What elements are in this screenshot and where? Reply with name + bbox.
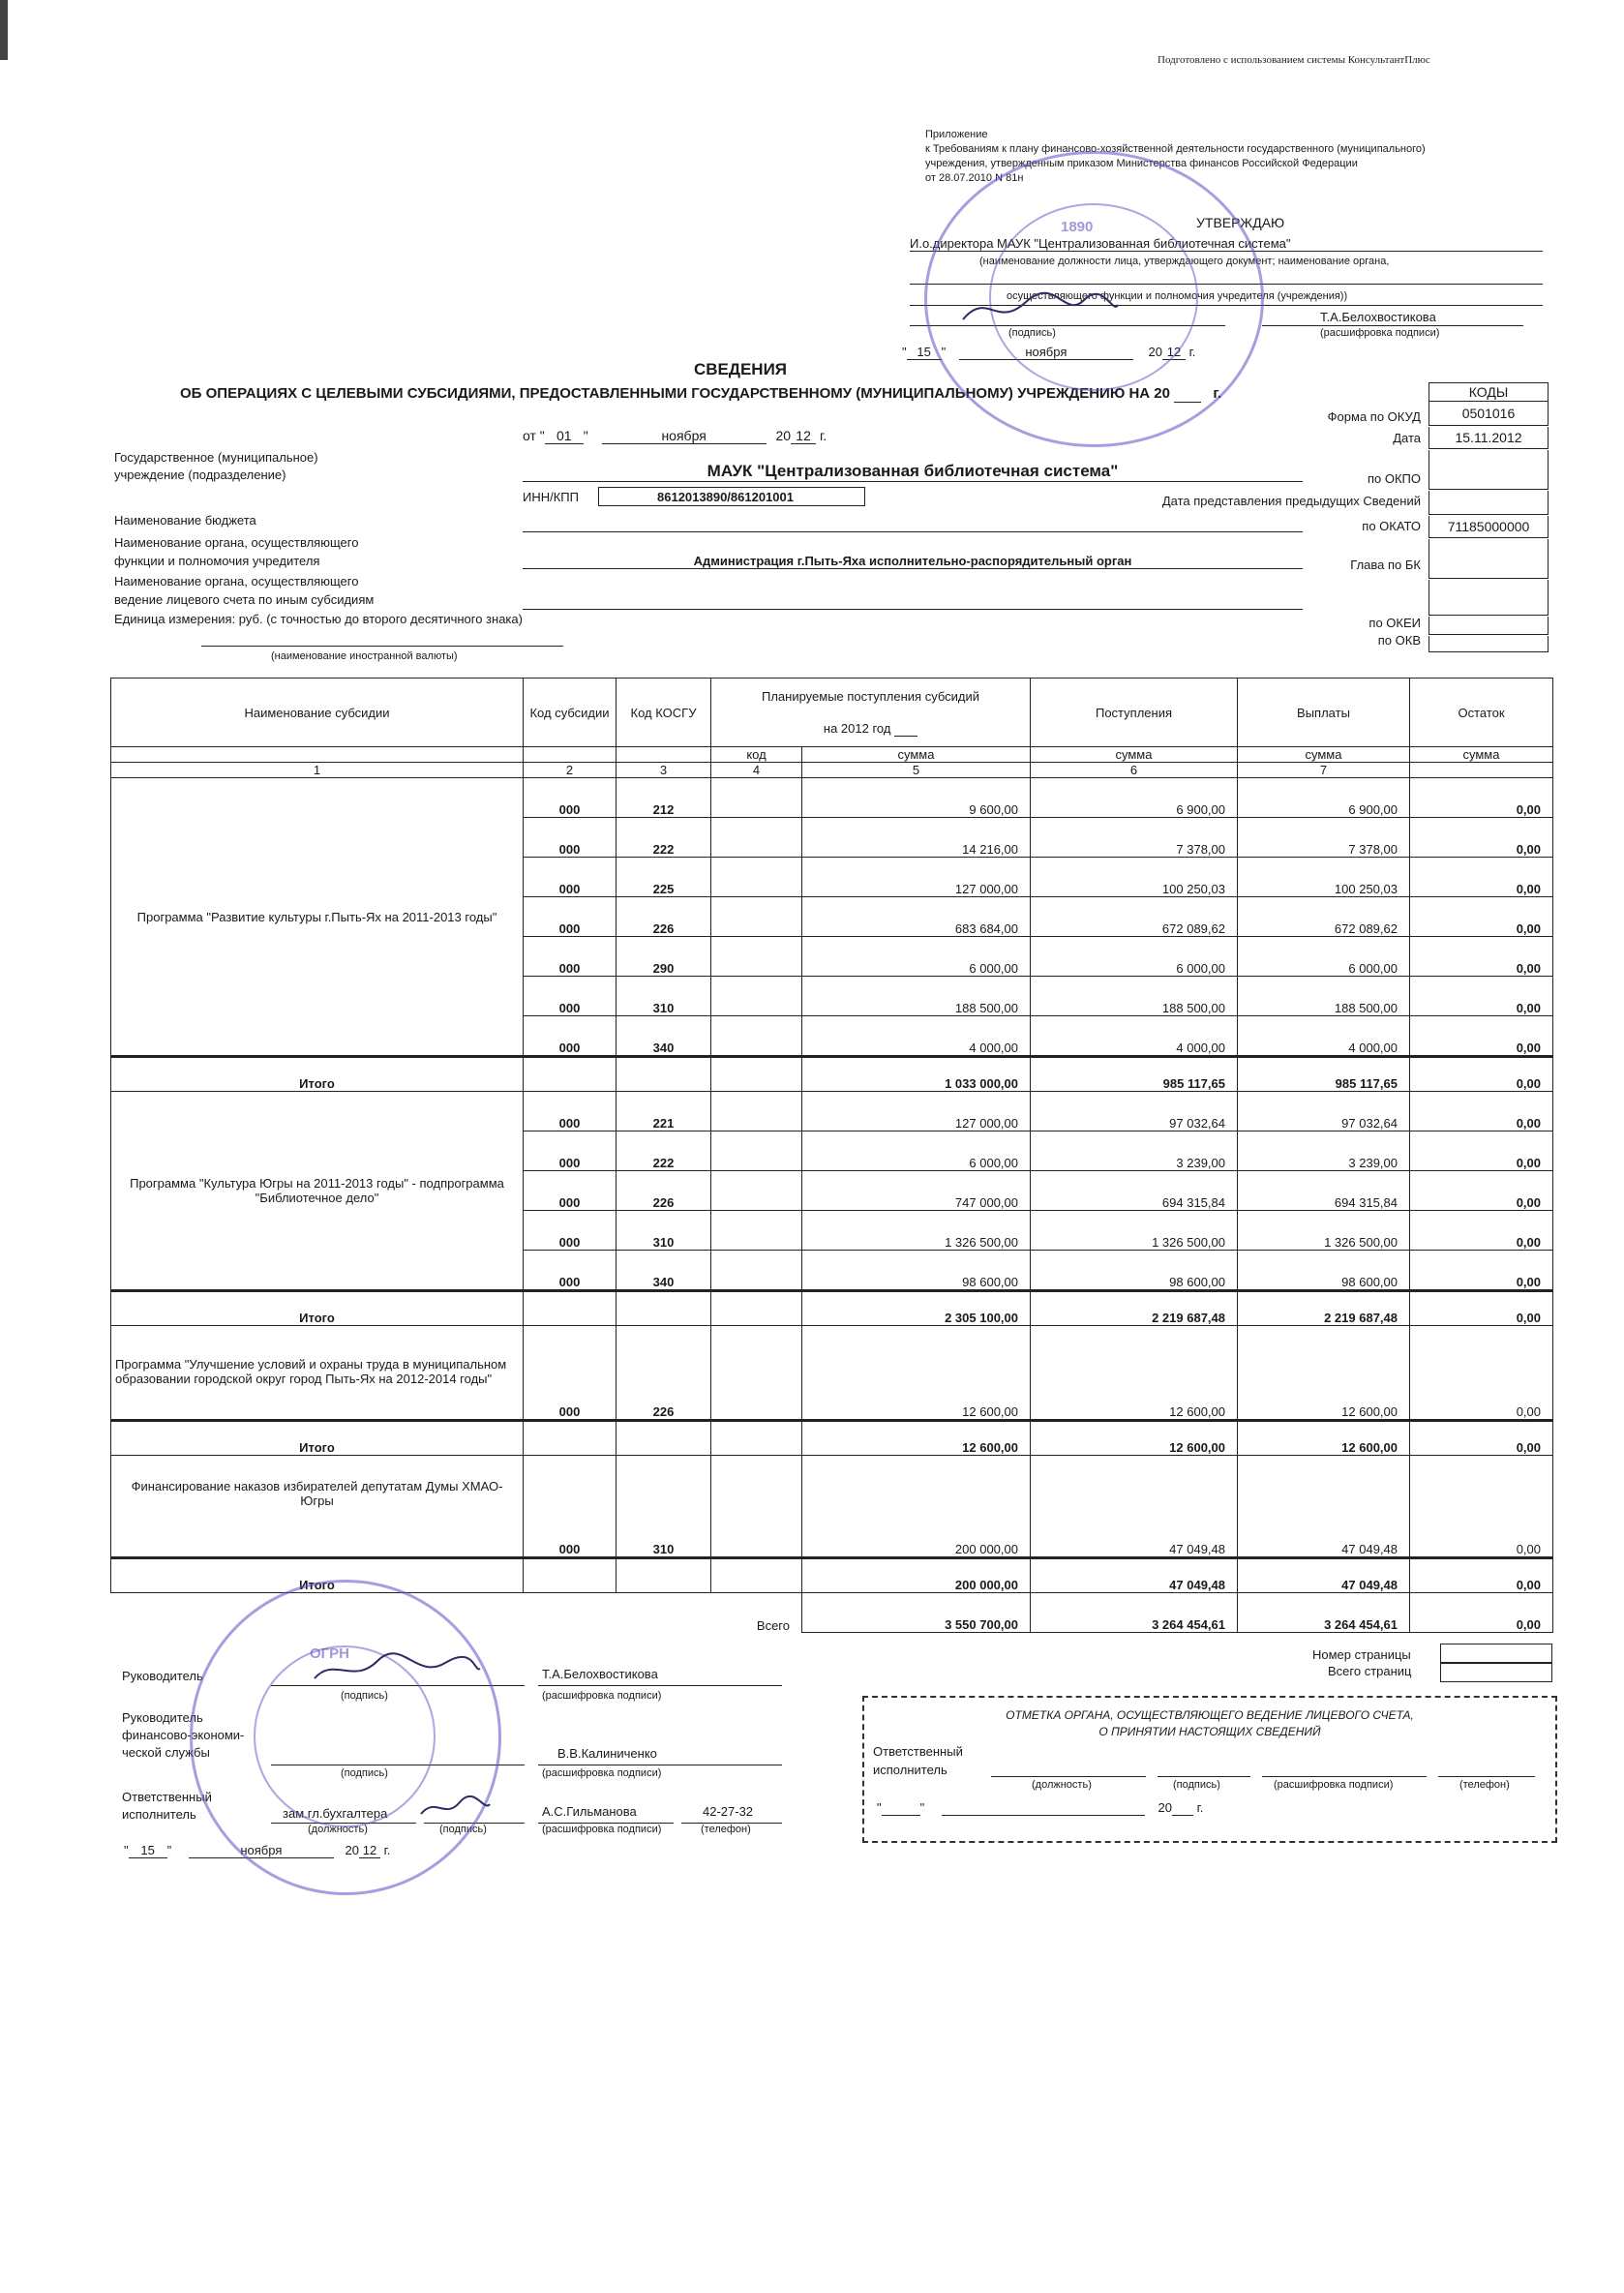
page-number-label: Номер страницы [1312, 1647, 1411, 1662]
total-empty [711, 1291, 802, 1326]
report-year: 12 [791, 428, 816, 444]
colnum: 3 [617, 763, 711, 778]
total-empty [524, 1291, 617, 1326]
fin-name-line [538, 1764, 782, 1765]
date-value: 15.11.2012 [1429, 427, 1549, 449]
subsidy-name: Программа "Улучшение условий и охраны труда в муниципальном образовании городской округ город Пыть-Ях на 2012-2014 годы" [111, 1326, 524, 1421]
table-row [111, 1092, 1553, 1131]
founder-label-line2: функции и полномочия учредителя [114, 554, 320, 568]
balance-sum: 0,00 [1410, 1326, 1553, 1421]
okpo-value [1429, 450, 1549, 490]
code-kosgu: 221 [617, 1092, 711, 1131]
mark-phone-line [1438, 1775, 1535, 1777]
prev-date-label: Дата представления предыдущих Сведений [1161, 494, 1421, 508]
report-g: г. [819, 428, 827, 443]
subhead-kod: код [711, 747, 802, 763]
mark-exec-label [873, 1742, 963, 1779]
receipts-sum: 47 049,48 [1031, 1456, 1238, 1558]
balance-sum: 0,00 [1410, 1211, 1553, 1251]
planned-code [711, 1171, 802, 1211]
table-row [111, 778, 1553, 818]
account-label [114, 572, 374, 609]
payments-sum: 98 600,00 [1238, 1251, 1410, 1291]
code-subsidy: 000 [524, 1171, 617, 1211]
code-subsidy: 000 [524, 858, 617, 897]
total-label: Итого [111, 1291, 524, 1326]
payments-sum: 694 315,84 [1238, 1171, 1410, 1211]
exec-phone-hint: (телефон) [701, 1824, 751, 1835]
report-month: ноября [602, 428, 767, 444]
total-empty [524, 1421, 617, 1456]
code-subsidy: 000 [524, 1092, 617, 1131]
code-subsidy: 000 [524, 778, 617, 818]
scan-edge-mark [0, 0, 8, 60]
report-day: 01 [545, 428, 584, 444]
payments-sum: 188 500,00 [1238, 977, 1410, 1016]
head-code-sub: Код субсидии [524, 679, 617, 747]
code-kosgu: 310 [617, 977, 711, 1016]
okei-label: по ОКЕИ [1368, 616, 1421, 630]
mark-date: " " 20 г. [877, 1800, 1204, 1815]
subhead-summa: сумма [802, 747, 1031, 763]
planned-code [711, 977, 802, 1016]
account-label-line2: ведение лицевого счета по иным субсидиям [114, 592, 375, 607]
institution-label [114, 449, 318, 484]
colnum: 6 [1031, 763, 1238, 778]
report-year-prefix: 20 [775, 428, 792, 443]
bk-value [1429, 539, 1549, 579]
balance-sum: 0,00 [1410, 1251, 1553, 1291]
planned-sum: 12 600,00 [802, 1326, 1031, 1421]
code-subsidy: 000 [524, 1456, 617, 1558]
appendix-line: от 28.07.2010 N 81н [925, 172, 1024, 184]
balance-sum: 0,00 [1410, 977, 1553, 1016]
code-kosgu: 225 [617, 858, 711, 897]
total-empty [524, 1057, 617, 1092]
prev-date-value [1429, 491, 1549, 515]
institution-name: МАУК "Централизованная библиотечная система" [523, 462, 1303, 482]
receipts-sum: 97 032,64 [1031, 1092, 1238, 1131]
balance-sum: 0,00 [1410, 858, 1553, 897]
planned-sum: 127 000,00 [802, 858, 1031, 897]
fin-sign-hint: (подпись) [341, 1767, 388, 1779]
exec-phone: 42-27-32 [703, 1804, 754, 1819]
planned-code [711, 1456, 802, 1558]
head-name: Наименование субсидии [111, 679, 524, 747]
payments-sum: 97 032,64 [1238, 1092, 1410, 1131]
code-kosgu: 290 [617, 937, 711, 977]
total-receipts: 985 117,65 [1031, 1057, 1238, 1092]
payments-sum: 7 378,00 [1238, 818, 1410, 858]
approver-name: Т.А.Белохвостикова [1320, 310, 1436, 324]
total-label: Итого [111, 1421, 524, 1456]
okpo-label: по ОКПО [1367, 471, 1421, 486]
code-kosgu: 226 [617, 1326, 711, 1421]
page-total-label: Всего страниц [1328, 1664, 1412, 1678]
planned-code [711, 778, 802, 818]
mark-name-hint: (расшифровка подписи) [1274, 1779, 1394, 1791]
head-balance: Остаток [1410, 679, 1553, 747]
total-planned: 2 305 100,00 [802, 1291, 1031, 1326]
receipts-sum: 3 239,00 [1031, 1131, 1238, 1171]
planned-sum: 188 500,00 [802, 977, 1031, 1016]
receipts-sum: 100 250,03 [1031, 858, 1238, 897]
code-subsidy: 000 [524, 1251, 617, 1291]
planned-sum: 14 216,00 [802, 818, 1031, 858]
table-body [111, 778, 1553, 1633]
table-row [111, 1456, 1553, 1558]
payments-sum: 1 326 500,00 [1238, 1211, 1410, 1251]
receipts-sum: 12 600,00 [1031, 1326, 1238, 1421]
balance-sum: 0,00 [1410, 778, 1553, 818]
footer-month: ноября [189, 1843, 334, 1858]
subsidy-name: Финансирование наказов избирателей депутатам Думы ХМАО-Югры [111, 1456, 524, 1558]
exec-position: зам.гл.бухгалтера [283, 1806, 388, 1821]
head-signature [310, 1651, 484, 1690]
head-planned-title: Планируемые поступления субсидий [761, 688, 980, 704]
okud-label: Форма по ОКУД [1327, 409, 1421, 424]
mark-sign-hint: (подпись) [1173, 1779, 1220, 1791]
receipts-sum: 672 089,62 [1031, 897, 1238, 937]
code-kosgu: 212 [617, 778, 711, 818]
head-payments: Выплаты [1238, 679, 1410, 747]
unit-label: Единица измерения: руб. (с точностью до второго десятичного знака) [114, 612, 523, 626]
head-planned-year-text: на 2012 год [823, 720, 891, 736]
total-receipts: 12 600,00 [1031, 1421, 1238, 1456]
planned-sum: 747 000,00 [802, 1171, 1031, 1211]
top-stamp-number: 1890 [1061, 219, 1094, 235]
okei-value [1429, 617, 1549, 635]
planned-code [711, 1251, 802, 1291]
head-sign-hint: (подпись) [341, 1690, 388, 1702]
total-label: Итого [111, 1057, 524, 1092]
receipts-sum: 7 378,00 [1031, 818, 1238, 858]
code-kosgu: 340 [617, 1251, 711, 1291]
page-total-box [1440, 1663, 1552, 1682]
head-name-line [538, 1684, 782, 1686]
date-label: Дата [1393, 431, 1421, 445]
approver-signature [958, 290, 1123, 329]
total-empty [711, 1057, 802, 1092]
codes-header: КОДЫ [1429, 382, 1549, 402]
total-receipts: 2 219 687,48 [1031, 1291, 1238, 1326]
total-row [111, 1421, 1553, 1456]
mark-exec-line2: исполнитель [873, 1763, 947, 1777]
report-date-quote: " [583, 428, 588, 443]
fin-label-line2: финансово-экономи- [122, 1728, 245, 1742]
founder-name: Администрация г.Пыть-Яха исполнительно-распорядительный орган [523, 554, 1303, 569]
budget-line [523, 530, 1303, 532]
receipts-sum: 98 600,00 [1031, 1251, 1238, 1291]
payments-sum: 100 250,03 [1238, 858, 1410, 897]
balance-sum: 0,00 [1410, 1016, 1553, 1057]
subhead-summa: сумма [1031, 747, 1238, 763]
fin-name: В.В.Калиниченко [557, 1746, 657, 1761]
appendix-line: учреждения, утвержденным приказом Министерства финансов Российской Федерации [925, 158, 1358, 169]
grand-planned: 3 550 700,00 [802, 1593, 1031, 1633]
mark-name-line [1262, 1775, 1427, 1777]
subsidy-name: Программа "Развитие культуры г.Пыть-Ях на 2011-2013 годы" [111, 778, 524, 1057]
payments-sum: 3 239,00 [1238, 1131, 1410, 1171]
total-label: Итого [111, 1558, 524, 1593]
code-subsidy: 000 [524, 818, 617, 858]
approve-month: ноября [959, 345, 1133, 360]
total-planned: 1 033 000,00 [802, 1057, 1031, 1092]
table-row [111, 1326, 1553, 1421]
total-balance: 0,00 [1410, 1291, 1553, 1326]
balance-sum: 0,00 [1410, 1092, 1553, 1131]
payments-sum: 47 049,48 [1238, 1456, 1410, 1558]
doc-subtitle-g: г. [1213, 385, 1222, 402]
code-subsidy: 000 [524, 1211, 617, 1251]
account-label-line1: Наименование органа, осуществляющего [114, 574, 359, 588]
footer-year: 12 [359, 1843, 380, 1858]
mark-phone-hint: (телефон) [1459, 1779, 1510, 1791]
fin-label-line3: ческой службы [122, 1745, 210, 1760]
approve-year: 12 [1162, 345, 1186, 360]
account-line [523, 608, 1303, 610]
code-kosgu: 340 [617, 1016, 711, 1057]
subhead-summa: сумма [1410, 747, 1553, 763]
balance-sum: 0,00 [1410, 937, 1553, 977]
mark-pos-hint: (должность) [1032, 1779, 1092, 1791]
total-empty [617, 1291, 711, 1326]
okud-value: 0501016 [1429, 402, 1549, 426]
head-receipts: Поступления [1031, 679, 1238, 747]
mark-exec-line1: Ответственный [873, 1744, 963, 1759]
approver-position: И.о.директора МАУК "Централизованная библиотечная система" [910, 236, 1543, 252]
consultant-note: Подготовлено с использованием системы КонсультантПлюс [1158, 54, 1430, 66]
exec-label [122, 1789, 212, 1824]
grand-total-label: Всего [111, 1593, 802, 1633]
balance-sum: 0,00 [1410, 1456, 1553, 1558]
total-empty [617, 1421, 711, 1456]
footer-year-prefix: 20 [345, 1843, 359, 1857]
code-kosgu: 226 [617, 897, 711, 937]
code-kosgu: 222 [617, 1131, 711, 1171]
approve-g: г. [1188, 345, 1196, 359]
bk-label: Глава по БК [1350, 558, 1421, 572]
approve-year-prefix: 20 [1148, 345, 1162, 359]
total-payments: 2 219 687,48 [1238, 1291, 1410, 1326]
planned-sum: 1 326 500,00 [802, 1211, 1031, 1251]
total-receipts: 47 049,48 [1031, 1558, 1238, 1593]
bk-value-2 [1429, 580, 1549, 616]
code-kosgu: 226 [617, 1171, 711, 1211]
total-row [111, 1291, 1553, 1326]
planned-code [711, 858, 802, 897]
total-row [111, 1057, 1553, 1092]
total-balance: 0,00 [1410, 1057, 1553, 1092]
institution-label-line1: Государственное (муниципальное) [114, 450, 318, 465]
head-planned-year [715, 721, 1026, 737]
total-empty [524, 1558, 617, 1593]
payments-sum: 4 000,00 [1238, 1016, 1410, 1057]
exec-pos-hint: (должность) [308, 1824, 368, 1835]
planned-sum: 6 000,00 [802, 937, 1031, 977]
total-empty [711, 1558, 802, 1593]
approver-position-hint2: осуществляющего функции и полномочия учредителя (учреждения)) [1007, 290, 1348, 302]
code-kosgu: 222 [617, 818, 711, 858]
mark-g: г. [1196, 1800, 1204, 1815]
head-name: Т.А.Белохвостикова [542, 1667, 658, 1681]
approver-name-hint: (расшифровка подписи) [1320, 327, 1440, 339]
exec-name: А.С.Гильманова [542, 1804, 637, 1819]
total-payments: 12 600,00 [1238, 1421, 1410, 1456]
exec-name-hint: (расшифровка подписи) [542, 1824, 662, 1835]
receipts-sum: 6 900,00 [1031, 778, 1238, 818]
currency-line [201, 645, 563, 647]
mark-sign-line [1158, 1775, 1250, 1777]
subsidy-name: Программа "Культура Югры на 2011-2013 годы" - подпрограмма "Библиотечное дело" [111, 1092, 524, 1291]
code-kosgu: 310 [617, 1211, 711, 1251]
planned-sum: 683 684,00 [802, 897, 1031, 937]
colnum: 5 [802, 763, 1031, 778]
okv-label: по ОКВ [1377, 633, 1421, 648]
founder-label [114, 533, 358, 570]
exec-label-line1: Ответственный [122, 1790, 212, 1804]
code-subsidy: 000 [524, 977, 617, 1016]
approver-sign-hint: (подпись) [1008, 327, 1056, 339]
footer-date: " 15 " ноября 20 12 г. [124, 1843, 391, 1857]
total-planned: 200 000,00 [802, 1558, 1031, 1593]
code-subsidy: 000 [524, 1326, 617, 1421]
planned-code [711, 1131, 802, 1171]
payments-sum: 6 000,00 [1238, 937, 1410, 977]
receipts-sum: 694 315,84 [1031, 1171, 1238, 1211]
colnum: 1 [111, 763, 524, 778]
currency-hint: (наименование иностранной валюты) [271, 650, 458, 662]
fin-label-line1: Руководитель [122, 1710, 203, 1725]
balance-sum: 0,00 [1410, 1131, 1553, 1171]
planned-code [711, 1326, 802, 1421]
total-empty [617, 1558, 711, 1593]
code-subsidy: 000 [524, 1016, 617, 1057]
mark-pos-line [991, 1775, 1146, 1777]
footer-g: г. [383, 1843, 391, 1857]
approver-name-line [1262, 324, 1523, 326]
footer-day: 15 [129, 1843, 167, 1858]
head-name-hint: (расшифровка подписи) [542, 1690, 662, 1702]
approve-date: " 15 " ноября 20 12 г. [902, 345, 1196, 359]
total-balance: 0,00 [1410, 1421, 1553, 1456]
receipts-sum: 188 500,00 [1031, 977, 1238, 1016]
receipts-sum: 6 000,00 [1031, 937, 1238, 977]
total-empty [711, 1421, 802, 1456]
code-subsidy: 000 [524, 897, 617, 937]
mark-year-prefix: 20 [1158, 1800, 1172, 1815]
planned-sum: 98 600,00 [802, 1251, 1031, 1291]
approve-day: 15 [907, 345, 942, 360]
planned-sum: 200 000,00 [802, 1456, 1031, 1558]
total-balance: 0,00 [1410, 1558, 1553, 1593]
planned-code [711, 897, 802, 937]
bottom-stamp-ogrn: ОГРН [310, 1645, 350, 1662]
head-planned [711, 679, 1031, 747]
budget-label: Наименование бюджета [114, 513, 256, 528]
okato-value: 71185000000 [1429, 516, 1549, 538]
doc-title: СВЕДЕНИЯ [693, 360, 788, 378]
exec-sign-hint: (подпись) [439, 1824, 487, 1835]
total-planned: 12 600,00 [802, 1421, 1031, 1456]
appendix-line: к Требованиям к плану финансово-хозяйственной деятельности государственного (муниципального) [925, 143, 1426, 155]
receipts-sum: 4 000,00 [1031, 1016, 1238, 1057]
doc-subtitle-text: ОБ ОПЕРАЦИЯХ С ЦЕЛЕВЫМИ СУБСИДИЯМИ, ПРЕДОСТАВЛЕННЫМИ ГОСУДАРСТВЕННОМУ (МУНИЦИПАЛЬНОМУ) УЧРЕЖДЕНИЮ НА 20 [180, 385, 1170, 402]
inn-label: ИНН/КПП [523, 490, 579, 504]
subsidies-table [110, 678, 1553, 1633]
inn-field: 8612013890/861201001 [598, 487, 865, 506]
exec-signature [416, 1793, 494, 1822]
code-subsidy: 000 [524, 937, 617, 977]
planned-code [711, 818, 802, 858]
planned-sum: 127 000,00 [802, 1092, 1031, 1131]
planned-code [711, 1092, 802, 1131]
balance-sum: 0,00 [1410, 1171, 1553, 1211]
subhead-summa: сумма [1238, 747, 1410, 763]
colnum: 4 [711, 763, 802, 778]
founder-label-line1: Наименование органа, осуществляющего [114, 535, 359, 550]
head-code-kosgu: Код КОСГУ [617, 679, 711, 747]
payments-sum: 6 900,00 [1238, 778, 1410, 818]
approve-label: УТВЕРЖДАЮ [1196, 215, 1285, 230]
okato-label: по ОКАТО [1362, 519, 1421, 533]
code-subsidy: 000 [524, 1131, 617, 1171]
planned-sum: 6 000,00 [802, 1131, 1031, 1171]
code-kosgu: 310 [617, 1456, 711, 1558]
report-date [523, 428, 827, 444]
planned-code [711, 1211, 802, 1251]
grand-payments: 3 264 454,61 [1238, 1593, 1410, 1633]
institution-label-line2: учреждение (подразделение) [114, 468, 286, 482]
receipts-sum: 1 326 500,00 [1031, 1211, 1238, 1251]
approver-position-hint: (наименование должности лица, утверждающего документ; наименование органа, [979, 256, 1390, 267]
payments-sum: 672 089,62 [1238, 897, 1410, 937]
mark-title-line1: ОТМЕТКА ОРГАНА, ОСУЩЕСТВЛЯЮЩЕГО ВЕДЕНИЕ ЛИЦЕВОГО СЧЕТА, [1006, 1708, 1414, 1722]
balance-sum: 0,00 [1410, 897, 1553, 937]
total-payments: 47 049,48 [1238, 1558, 1410, 1593]
planned-code [711, 1016, 802, 1057]
planned-sum: 4 000,00 [802, 1016, 1031, 1057]
colnum: 2 [524, 763, 617, 778]
appendix-line: Приложение [925, 129, 988, 140]
fin-name-hint: (расшифровка подписи) [542, 1767, 662, 1779]
balance-sum: 0,00 [1410, 818, 1553, 858]
okv-value [1429, 636, 1549, 652]
exec-label-line2: исполнитель [122, 1807, 196, 1822]
grand-receipts: 3 264 454,61 [1031, 1593, 1238, 1633]
page-number-box [1440, 1644, 1552, 1663]
colnum: 7 [1238, 763, 1410, 778]
payments-sum: 12 600,00 [1238, 1326, 1410, 1421]
report-date-ot: от " [523, 428, 545, 443]
mark-title [871, 1707, 1549, 1740]
mark-title-line2: О ПРИНЯТИИ НАСТОЯЩИХ СВЕДЕНИЙ [1098, 1725, 1321, 1738]
head-label: Руководитель [122, 1669, 203, 1683]
total-payments: 985 117,65 [1238, 1057, 1410, 1092]
grand-balance: 0,00 [1410, 1593, 1553, 1633]
total-empty [617, 1057, 711, 1092]
planned-code [711, 937, 802, 977]
planned-sum: 9 600,00 [802, 778, 1031, 818]
